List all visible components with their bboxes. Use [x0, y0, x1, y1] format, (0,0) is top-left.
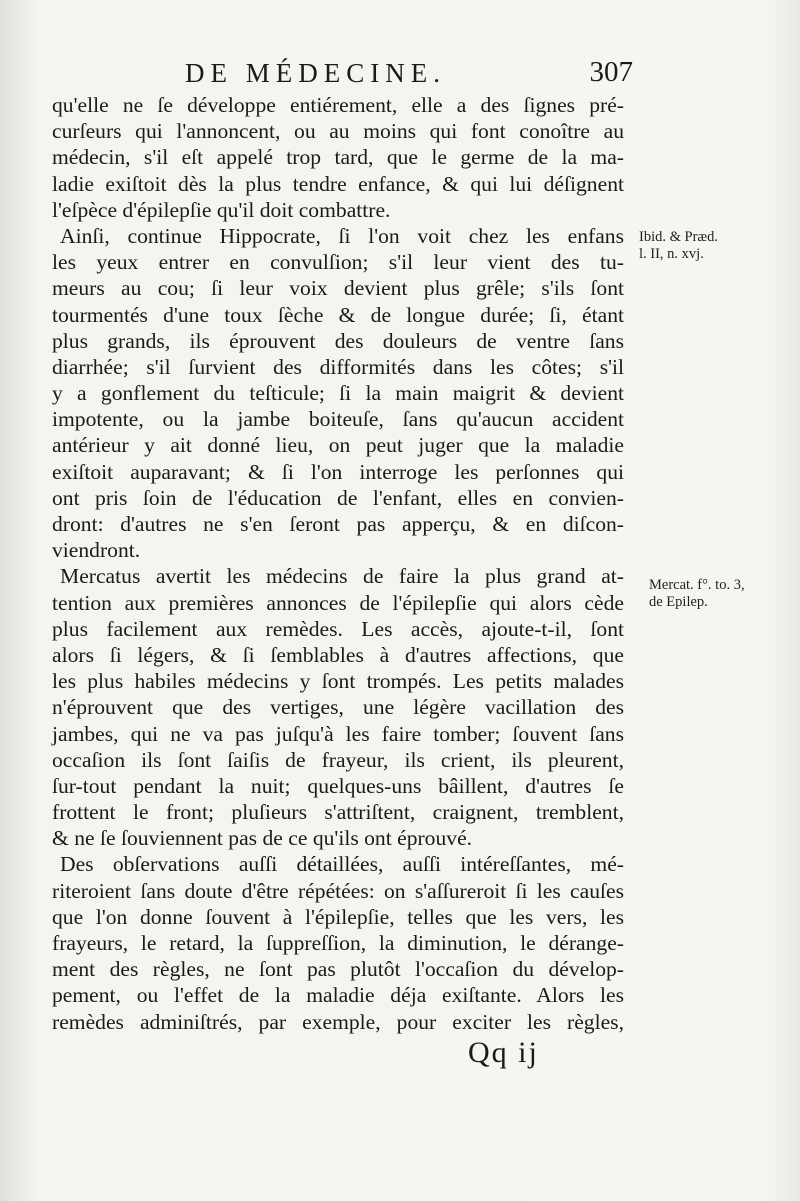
- signature-mark: Qq ij: [468, 1036, 539, 1069]
- margin-note-line: Mercat. f°. to. 3,: [649, 577, 745, 593]
- text-line: alors ſi légers, & ſi ſemblables à d'autres affections, que: [52, 642, 624, 667]
- text-line: l'eſpèce d'épilepſie qu'il doit combattre.: [52, 197, 391, 222]
- text-line: dront: d'autres ne s'en ſeront pas apperçu, & en diſcon-: [52, 512, 624, 536]
- text-line: tourmentés d'une toux ſèche & de longue durée; ſi, étant: [52, 302, 624, 327]
- margin-note-line: l. II, n. xvj.: [639, 246, 704, 262]
- text-line: que l'on donne ſouvent à l'épilepſie, telles que les vers, les: [52, 904, 624, 929]
- text-line: jambes, qui ne va pas juſqu'à les faire tomber; ſouvent ſans: [52, 721, 624, 746]
- text-line: impotente, ou la jambe boiteuſe, ſans qu'aucun accident: [52, 407, 624, 432]
- running-head: [175, 56, 635, 90]
- text-line: les yeux entrer en convulſion; s'il leur vient des tu-: [52, 250, 624, 275]
- text-line: Mercatus avertit les médecins de faire la plus grand at-: [60, 564, 624, 589]
- text-line: ont pris ſoin de l'éducation de l'enfant, elles en convien-: [52, 485, 624, 510]
- text-line: curſeurs qui l'annoncent, ou au moins qui font conoître au: [52, 119, 624, 144]
- text-line: ment des règles, ne ſont pas plutôt l'occaſion du dévelop-: [52, 957, 624, 982]
- text-line: frayeurs, le retard, la ſuppreſſion, la diminution, le dérange-: [52, 931, 624, 955]
- text-line: remèdes adminiſtrés, par exemple, pour exciter les règles,: [52, 1009, 624, 1034]
- margin-note-mercatus: [649, 577, 745, 611]
- text-line: tention aux premières annonces de l'épilepſie qui alors cède: [52, 590, 624, 615]
- text-line: frottent le front; pluſieurs s'attriſtent, craignent, tremblent,: [52, 800, 624, 825]
- margin-note-hippocrates: [639, 229, 718, 263]
- text-line: plus grands, ils éprouvent des douleurs de ventre ſans: [52, 328, 624, 353]
- text-line: qu'elle ne ſe développe entiérement, elle a des ſignes pré-: [52, 93, 624, 117]
- text-line: ſur-tout pendant la nuit; quelques-uns bâillent, d'autres ſe: [52, 773, 624, 798]
- text-line: riteroient ſans doute d'être répétées: on s'aſſureroit ſi les cauſes: [52, 878, 624, 903]
- text-line: plus facilement aux remèdes. Les accès, ajoute-t-il, ſont: [52, 616, 624, 641]
- page-number: 307: [589, 56, 633, 88]
- text-line: exiſtoit auparavant; & ſi l'on interroge les perſonnes qui: [52, 459, 624, 484]
- margin-note-line: de Epilep.: [649, 594, 708, 610]
- text-line: viendront.: [52, 538, 141, 563]
- text-line: & ne ſe ſouviennent pas de ce qu'ils ont éprouvé.: [52, 826, 473, 851]
- margin-note-line: Ibid. & Præd.: [639, 229, 718, 245]
- text-line: médecin, s'il eſt appelé trop tard, que le germe de la ma-: [52, 145, 624, 170]
- text-line: les plus habiles médecins y ſont trompés. Les petits malades: [52, 669, 624, 694]
- text-line: pement, ou l'effet de la maladie déja exiſtante. Alors les: [52, 983, 624, 1008]
- body-text: [52, 92, 624, 1035]
- text-line: occaſion ils ſont ſaiſis de frayeur, ils crient, ils pleurent,: [52, 747, 624, 772]
- running-head-title: DE MÉDECINE.: [185, 58, 446, 88]
- text-line: antérieur y ait donné lieu, on peut juger que la maladie: [52, 433, 624, 458]
- text-line: diarrhée; s'il ſurvient des difformités dans les côtes; s'il: [52, 354, 624, 379]
- text-line: y a gonflement du teſticule; ſi la main maigrit & devient: [52, 381, 624, 406]
- text-line: Des obſervations auſſi détaillées, auſſi intéreſſantes, mé-: [60, 852, 624, 877]
- text-line: meurs au cou; ſi leur voix devient plus grêle; s'ils ſont: [52, 276, 624, 301]
- text-line: ladie exiſtoit dès la plus tendre enfance, & qui lui déſignent: [52, 171, 624, 196]
- text-line: Ainſi, continue Hippocrate, ſi l'on voit chez les enfans: [60, 223, 624, 248]
- text-line: n'éprouvent que des vertiges, une légère vacillation des: [52, 695, 624, 720]
